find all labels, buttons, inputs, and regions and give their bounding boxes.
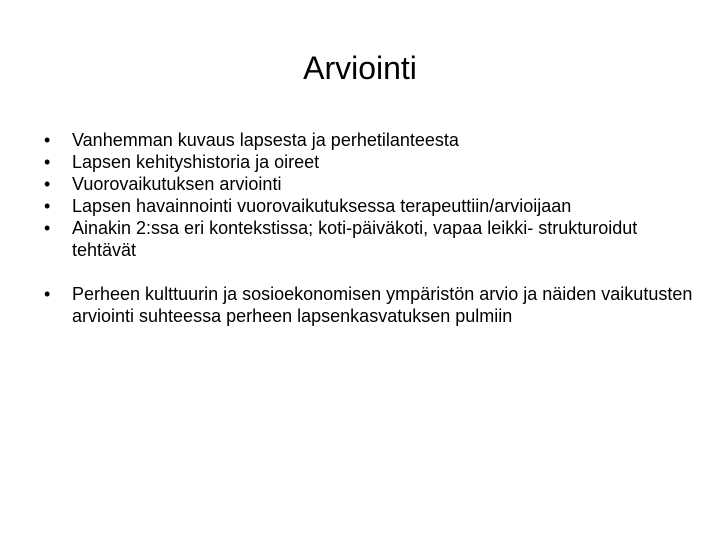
bullet-list: [36, 129, 696, 327]
bullet-item: [36, 217, 696, 261]
bullet-dot-icon: •: [44, 284, 51, 304]
bullet-item: [36, 195, 696, 217]
bullet-text: Ainakin 2:ssa eri kontekstissa; koti-päiväkoti, vapaa leikki- strukturoidut tehtävät: [72, 218, 638, 260]
bullet-dot-icon: •: [44, 196, 51, 216]
bullet-dot-icon: •: [44, 152, 51, 172]
slide-title: Arviointi: [303, 50, 417, 86]
bullet-item: [36, 129, 696, 151]
bullet-item: [36, 283, 696, 327]
bullet-item: [36, 173, 696, 195]
bullet-text: Perheen kulttuurin ja sosioekonomisen ympäristön arvio ja näiden vaikutusten arviointi suhteessa perheen lapsenkasvatuksen pulmiin: [72, 284, 693, 326]
bullet-dot-icon: •: [44, 174, 51, 194]
bullet-text: Lapsen kehityshistoria ja oireet: [72, 152, 320, 172]
bullet-text: Vuorovaikutuksen arviointi: [72, 174, 282, 194]
bullet-text: Vanhemman kuvaus lapsesta ja perhetilanteesta: [72, 130, 459, 150]
bullet-dot-icon: •: [44, 218, 51, 238]
bullet-text: Lapsen havainnointi vuorovaikutuksessa terapeuttiin/arvioijaan: [72, 196, 572, 216]
bullet-item: [36, 151, 696, 173]
bullet-dot-icon: •: [44, 130, 51, 150]
